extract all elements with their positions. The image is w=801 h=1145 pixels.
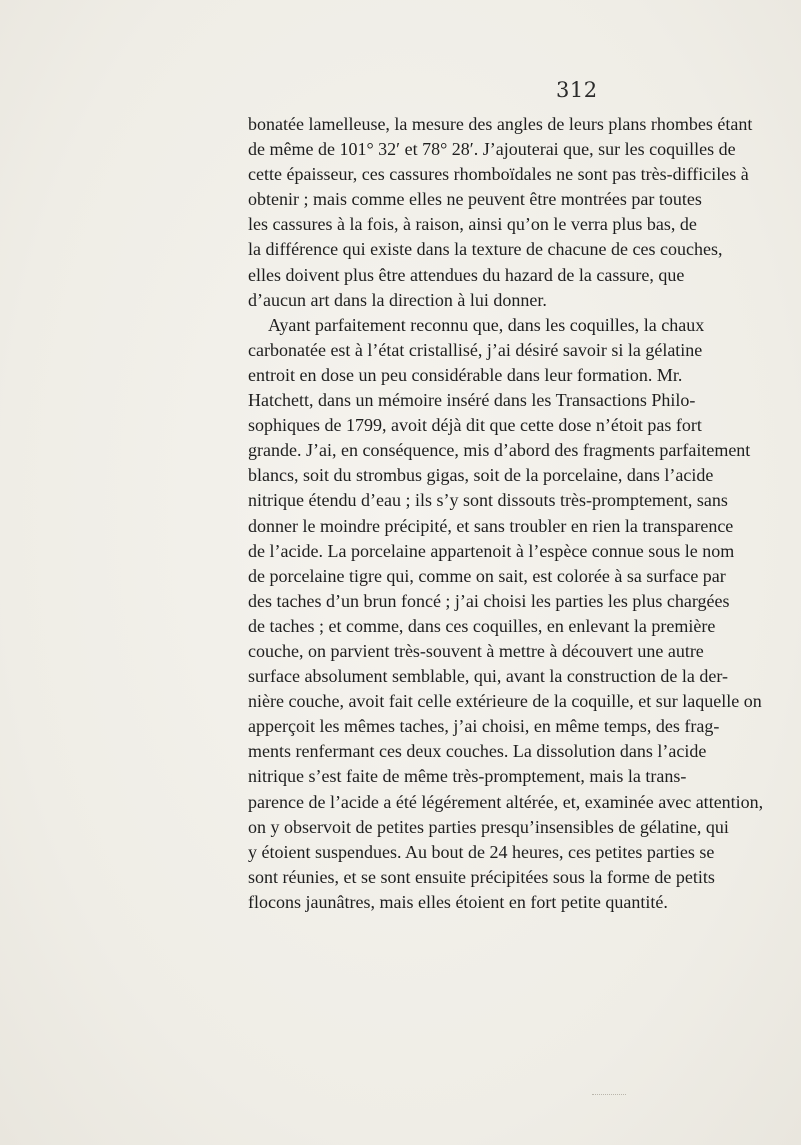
text-line: bonatée lamelleuse, la mesure des angles de leurs plans rhombes étant — [248, 114, 753, 134]
paragraph-end-line: d’aucun art dans la direction à lui donner. — [248, 289, 547, 310]
page-number: 312 — [556, 78, 598, 102]
text-line: on y observoit de petites parties presqu’insensibles de gélatine, qui — [248, 816, 729, 837]
text-line: cette épaisseur, ces cassures rhomboïdales ne sont pas très-difficiles à — [248, 164, 749, 185]
text-line: donner le moindre précipité, et sans troubler en rien la transparence — [248, 515, 734, 536]
text-line: elles doivent plus être attendues du hazard de la cassure, que — [248, 264, 685, 285]
text-line: surface absolument semblable, qui, avant la construction de la der- — [248, 666, 728, 687]
body-text — [248, 112, 764, 915]
text-line: nitrique s’est faite de même très-promptement, mais la trans- — [248, 766, 687, 787]
text-line: parence de l’acide a été légérement altérée, et, examinée avec attention, — [248, 791, 764, 812]
text-line: couche, on parvient très-souvent à mettre à découvert une autre — [248, 640, 704, 661]
text-line: sont réunies, et se sont ensuite précipitées sous la forme de petits — [248, 866, 715, 887]
text-line: les cassures à la fois, à raison, ainsi qu’on le verra plus bas, de — [248, 214, 697, 235]
text-line: entroit en dose un peu considérable dans leur formation. Mr. — [248, 364, 683, 385]
text-line: obtenir ; mais comme elles ne peuvent être montrées par toutes — [248, 189, 702, 210]
text-line: des taches d’un brun foncé ; j’ai choisi les parties les plus chargées — [248, 590, 730, 611]
text-line: apperçoit les mêmes taches, j’ai choisi, en même temps, des frag- — [248, 716, 720, 737]
text-line: nitrique étendu d’eau ; ils s’y sont dissouts très-promptement, sans — [248, 490, 728, 511]
text-line: nière couche, avoit fait celle extérieure de la coquille, et sur laquelle on — [248, 691, 762, 712]
paragraph-start-line: Ayant parfaitement reconnu que, dans les coquilles, la chaux — [268, 314, 705, 335]
text-line: de taches ; et comme, dans ces coquilles, en enlevant la première — [248, 615, 716, 636]
text-line: grande. J’ai, en conséquence, mis d’abord des fragments parfaitement — [248, 440, 751, 461]
text-line: blancs, soit du strombus gigas, soit de la porcelaine, dans l’acide — [248, 465, 714, 486]
text-line: Hatchett, dans un mémoire inséré dans les Transactions Philo- — [248, 390, 696, 411]
text-line: de même de 101° 32′ et 78° 28′. J’ajouterai que, sur les coquilles de — [248, 139, 736, 160]
text-line: carbonatée est à l’état cristallisé, j’ai désiré savoir si la gélatine — [248, 339, 703, 360]
text-line: de porcelaine tigre qui, comme on sait, est colorée à sa surface par — [248, 565, 726, 586]
text-line: y étoient suspendues. Au bout de 24 heures, ces petites parties se — [248, 841, 715, 862]
scan-mark — [592, 1094, 626, 1097]
text-line: la différence qui existe dans la texture de chacune de ces couches, — [248, 239, 723, 260]
text-line: ments renfermant ces deux couches. La dissolution dans l’acide — [248, 741, 707, 762]
text-line: sophiques de 1799, avoit déjà dit que cette dose n’étoit pas fort — [248, 415, 702, 436]
paragraph-end-line: flocons jaunâtres, mais elles étoient en fort petite quantité. — [248, 891, 668, 912]
text-line: de l’acide. La porcelaine appartenoit à l’espèce connue sous le nom — [248, 540, 735, 561]
